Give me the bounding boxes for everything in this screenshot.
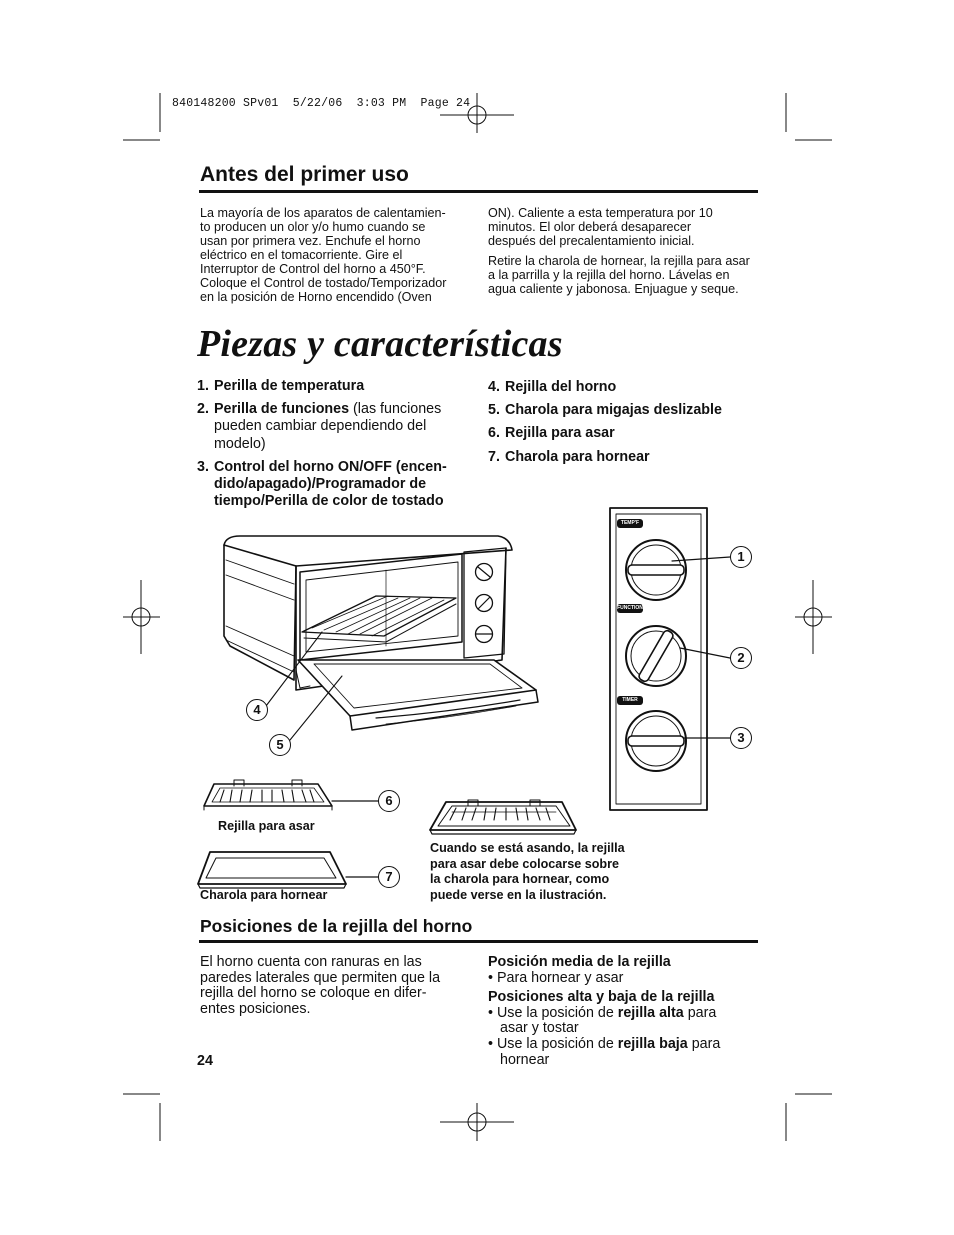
section-heading-rack-positions: Posiciones de la rejilla del horno — [200, 916, 473, 936]
panel-label-timer: TIMER — [622, 697, 638, 703]
list-item-number: 3. — [197, 458, 209, 475]
high-position-bullet-cont: asar y tostar — [500, 1020, 579, 1037]
caption-broiling-note: Cuando se está asando, la rejilla para asar debe colocarse sobre la charola para hornear, como puede verse en la ilustración. — [430, 841, 625, 902]
printer-slug: 840148200 SPv01 5/22/06 3:03 PM Page 24 — [172, 97, 471, 110]
panel-label-temp: TEMP'F — [620, 520, 640, 526]
section-heading-before-first-use: Antes del primer uso — [200, 163, 409, 186]
list-item-label: Control del horno ON/OFF (encen- dido/apagado)/Programador de tiempo/Perilla de color de tostado — [214, 458, 447, 510]
low-position-bullet-cont: hornear — [500, 1051, 550, 1068]
rack-positions-list — [488, 955, 768, 1068]
middle-position-bullet: • Para hornear y asar — [488, 969, 624, 986]
bullet-text: • Use la posición de — [488, 1004, 618, 1021]
before-first-use-paragraph: ON). Caliente a esta temperatura por 10 minutos. El olor deberá desaparecer después del precalentamiento inicial. — [488, 206, 713, 248]
panel-label-function: FUNCTION — [617, 605, 643, 611]
caption-baking-pan: Charola para hornear — [200, 888, 328, 902]
list-item-number: 1. — [197, 378, 209, 394]
list-item-number: 6. — [488, 425, 500, 442]
callout-4: 4 — [246, 699, 268, 721]
list-item-label: Rejilla para asar — [505, 425, 615, 442]
list-item-label: Charola para migajas deslizable — [505, 402, 722, 419]
list-item-label: Perilla de funciones — [214, 401, 350, 418]
callout-1: 1 — [730, 546, 752, 568]
high-low-position-title: Posiciones alta y baja de la rejilla — [488, 989, 715, 1006]
list-item-label: Rejilla del horno — [505, 379, 617, 395]
callout-2: 2 — [730, 647, 752, 669]
list-item-number: 4. — [488, 379, 500, 395]
list-item-number: 7. — [488, 448, 500, 465]
high-position-bullet — [488, 1006, 768, 1022]
callout-3: 3 — [730, 727, 752, 749]
middle-position-title: Posición media de la rejilla — [488, 954, 671, 970]
rack-positions-intro: El horno cuenta con ranuras en las paredes laterales que permiten que la rejilla del horno se coloque en difer- entes posiciones. — [200, 954, 441, 1017]
bullet-text: • Use la posición de — [488, 1035, 618, 1052]
bullet-text: para — [687, 1035, 721, 1052]
caption-broil-rack: Rejilla para asar — [218, 819, 315, 833]
bullet-emphasis: rejilla baja — [617, 1035, 688, 1052]
callout-6: 6 — [378, 790, 400, 812]
list-item-number: 5. — [488, 402, 500, 419]
page-number: 24 — [197, 1053, 213, 1069]
list-item-label: Perilla de temperatura — [214, 378, 365, 394]
section-rule — [199, 940, 758, 943]
callout-7: 7 — [378, 866, 400, 888]
before-first-use-paragraph: Retire la charola de hornear, la rejilla para asar a la parrilla y la rejilla del horno. Lávelas en agua caliente y jabonosa. Enjuague y seque. — [488, 254, 750, 296]
callout-5: 5 — [269, 734, 291, 756]
list-item-number: 2. — [197, 401, 209, 418]
low-position-bullet — [488, 1037, 768, 1053]
before-first-use-col1: La mayoría de los aparatos de calentamien- to producen un olor y/o humo cuando se usan por primera vez. Enchufe el horno eléctrico en el tomacorriente. Gire el Interruptor de Control del horno a 450°F. Coloque el Control de tostado/Temporizador en la posición de Horno encendido (Oven — [200, 206, 447, 304]
bullet-text: para — [683, 1004, 717, 1021]
list-item-detail: (las funciones pueden cambiar dependiendo del modelo) — [214, 401, 442, 452]
bullet-emphasis: rejilla alta — [617, 1004, 684, 1021]
page-title: Piezas y características — [197, 323, 563, 365]
list-item-label: Charola para hornear — [505, 448, 650, 465]
